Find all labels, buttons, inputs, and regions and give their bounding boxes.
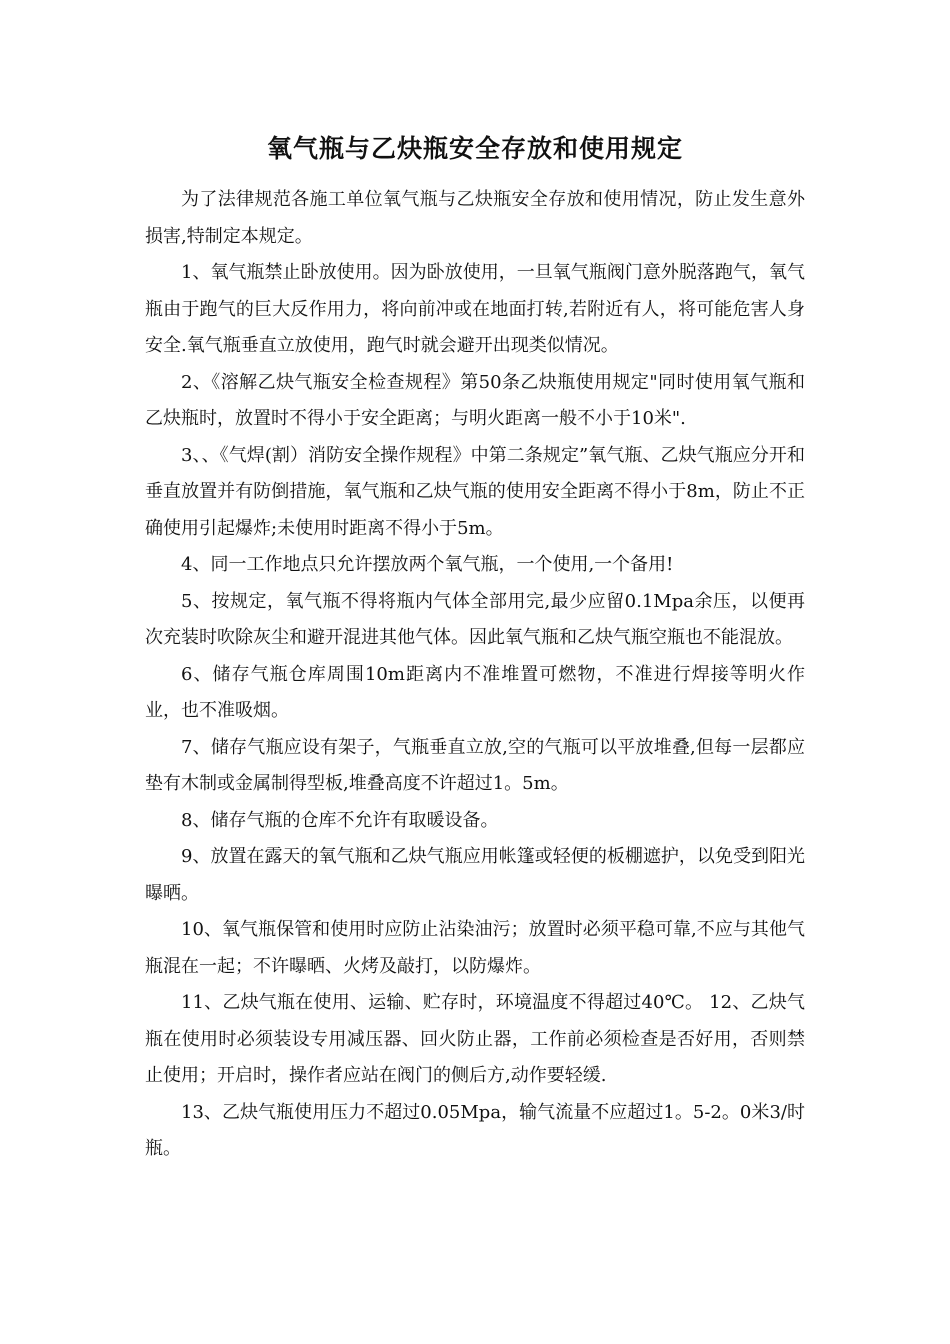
rule-paragraph-7: 7、储存气瓶应设有架子，气瓶垂直立放,空的气瓶可以平放堆叠,但每一层都应垫有木制或金属制得型板,堆叠高度不许超过1。5m。 (145, 736, 805, 794)
rule-paragraph-5: 5、按规定，氧气瓶不得将瓶内气体全部用完,最少应留0.1Mpa余压，以便再次充装时吹除灰尘和避开混进其他气体。因此氧气瓶和乙炔气瓶空瓶也不能混放。 (145, 590, 805, 648)
document-title: 氧气瓶与乙炔瓶安全存放和使用规定 (266, 134, 683, 163)
intro-paragraph: 为了法律规范各施工单位氧气瓶与乙炔瓶安全存放和使用情况，防止发生意外损害,特制定本规定。 (145, 189, 805, 247)
rule-paragraph-2: 2、《溶解乙炔气瓶安全检查规程》第50条乙炔瓶使用规定"同时使用氧气瓶和乙炔瓶时，放置时不得小于安全距离；与明火距离一般不小于10米". (145, 371, 805, 429)
rule-paragraph-11-12: 11、乙炔气瓶在使用、运输、贮存时，环境温度不得超过40℃。 12、乙炔气瓶在使用时必须装设专用减压器、回火防止器，工作前必须检查是否好用，否则禁止使用；开启时，操作者应站在阀门的侧后方,动作要轻缓. (145, 992, 805, 1086)
rule-paragraph-3: 3、、《气焊(割）消防安全操作规程》中第二条规定”氧气瓶、乙炔气瓶应分开和垂直放置并有防倒措施，氧气瓶和乙炔气瓶的使用安全距离不得小于8m，防止不正确使用引起爆炸;未使用时距离不得小于5m。 (145, 444, 805, 539)
rule-paragraph-9: 9、放置在露天的氧气瓶和乙炔气瓶应用帐篷或轻便的板棚遮护，以免受到阳光曝晒。 (145, 846, 805, 904)
document-body (145, 182, 805, 1168)
rule-paragraph-10: 10、氧气瓶保管和使用时应防止沾染油污；放置时必须平稳可靠,不应与其他气瓶混在一起；不许曝晒、火烤及敲打，以防爆炸。 (145, 919, 805, 977)
rule-paragraph-8: 8、储存气瓶的仓库不允许有取暖设备。 (181, 809, 499, 831)
rule-paragraph-13: 13、乙炔气瓶使用压力不超过0.05Mpa，输气流量不应超过1。5-2。0米3/时瓶。 (145, 1101, 805, 1159)
rule-paragraph-6: 6、储存气瓶仓库周围10m距离内不准堆置可燃物，不准进行焊接等明火作业，也不准吸烟。 (145, 663, 805, 721)
rule-paragraph-1: 1、氧气瓶禁止卧放使用。因为卧放使用，一旦氧气瓶阀门意外脱落跑气，氧气瓶由于跑气的巨大反作用力，将向前冲或在地面打转,若附近有人，将可能危害人身安全.氧气瓶垂直立放使用，跑气时就会避开出现类似情况。 (145, 262, 805, 356)
rule-paragraph-4: 4、同一工作地点只允许摆放两个氧气瓶，一个使用,一个备用! (181, 554, 674, 575)
